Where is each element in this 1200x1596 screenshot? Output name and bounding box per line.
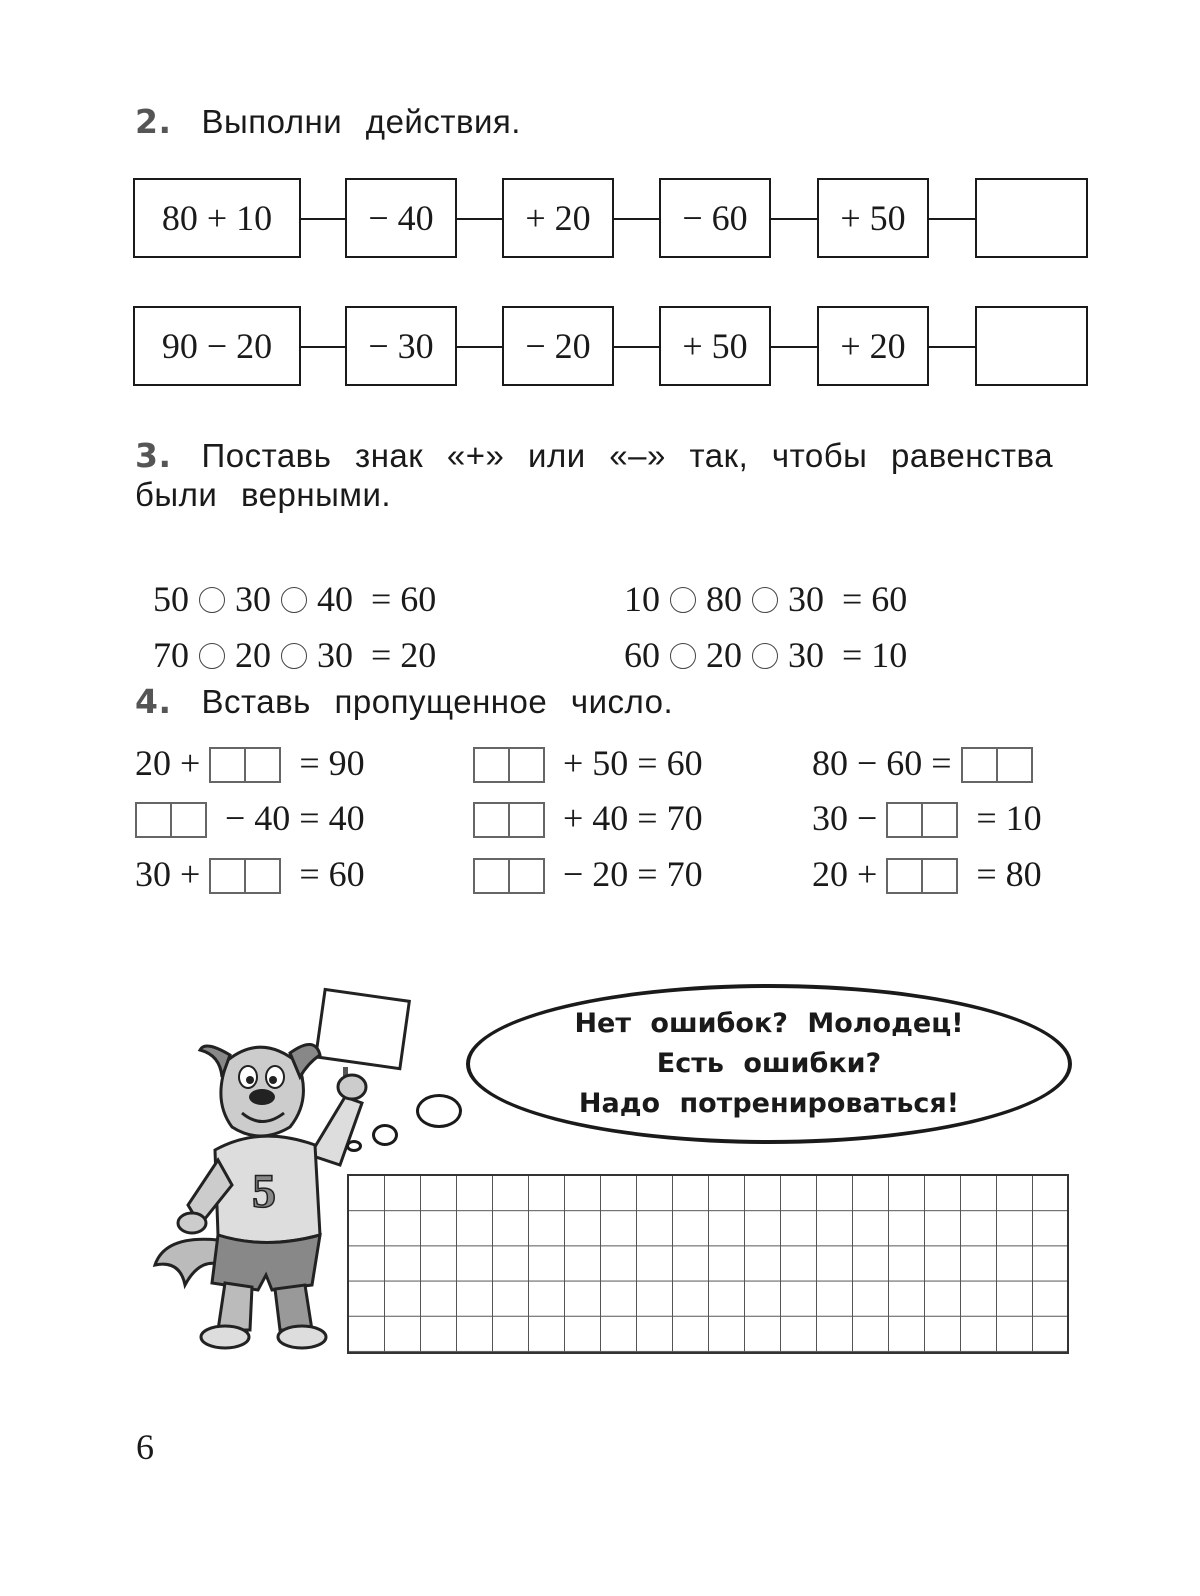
task-2-heading (135, 102, 521, 141)
chain-link (929, 218, 975, 220)
expr-part: = 60 (299, 854, 365, 894)
task-4-heading (135, 682, 673, 721)
sign-equation-3 (135, 592, 436, 676)
expr-part: 80 − 60 = (812, 743, 952, 783)
chain-link (457, 346, 502, 348)
chain-step-box: − 30 (345, 306, 457, 386)
sign-equation-4 (606, 592, 907, 676)
operand: 70 (153, 635, 189, 675)
expr-part: 30 + (135, 854, 201, 894)
chain-link (929, 346, 975, 348)
task-3-text-line1: Поставь знак «+» или «–» так, чтобы равенства (201, 437, 1054, 474)
task-3-number: 3. (135, 436, 172, 475)
task-4-text: Вставь пропущенное число. (201, 683, 674, 720)
sign-circle[interactable] (752, 643, 778, 669)
chain-link (301, 218, 345, 220)
result: = 10 (842, 635, 908, 675)
operand: 20 (235, 635, 271, 675)
chain-step-box: 80 + 10 (133, 178, 301, 258)
expr-part: 20 + (135, 743, 201, 783)
operand: 30 (788, 635, 824, 675)
result: = 60 (371, 579, 437, 619)
chain-link (771, 218, 817, 220)
task-2-number: 2. (135, 102, 172, 141)
chain-answer-box[interactable] (975, 178, 1088, 258)
chain-link (457, 218, 502, 220)
chain-step-box: + 20 (817, 306, 929, 386)
missing-number-equation (473, 853, 703, 895)
expr-part: = 80 (976, 854, 1042, 894)
answer-cells[interactable] (961, 747, 1033, 783)
answer-cells[interactable] (886, 858, 958, 894)
operand: 10 (624, 579, 660, 619)
operation-chain-1 (133, 178, 1088, 262)
missing-number-equation (812, 797, 1042, 839)
result: = 20 (371, 635, 437, 675)
answer-cells[interactable] (209, 747, 281, 783)
expr-part: − 40 = 40 (225, 798, 365, 838)
expr-part: 30 − (812, 798, 878, 838)
expr-part: = 90 (299, 743, 365, 783)
operand: 50 (153, 579, 189, 619)
expr-part: 20 + (812, 854, 878, 894)
operand: 40 (317, 579, 353, 619)
expr-part: = 10 (976, 798, 1042, 838)
missing-number-equation (135, 853, 365, 895)
task-4-number: 4. (135, 682, 172, 721)
chain-link (614, 218, 659, 220)
operand: 30 (235, 579, 271, 619)
missing-number-equation (135, 742, 365, 784)
bubble-line-3: Надо потренироваться! (578, 1088, 960, 1119)
chain-link (614, 346, 659, 348)
task-2-text: Выполни действия. (201, 103, 521, 140)
bubble-line-2: Есть ошибки? (656, 1048, 882, 1079)
svg-text:5: 5 (252, 1165, 276, 1218)
answer-cells[interactable] (473, 858, 545, 894)
operand: 60 (624, 635, 660, 675)
answer-cells[interactable] (886, 802, 958, 838)
result: = 60 (842, 579, 908, 619)
missing-number-equation (812, 853, 1042, 895)
task-3-heading (135, 436, 1053, 475)
chain-link (301, 346, 345, 348)
missing-number-equation (473, 742, 703, 784)
chain-step-box: 90 − 20 (133, 306, 301, 386)
answer-grid[interactable] (347, 1174, 1069, 1354)
expr-part: + 40 = 70 (563, 798, 703, 838)
sign-circle[interactable] (281, 643, 307, 669)
chain-step-box: + 50 (817, 178, 929, 258)
operation-chain-2 (133, 306, 1088, 390)
chain-answer-box[interactable] (975, 306, 1088, 386)
missing-number-equation (135, 797, 365, 839)
answer-cells[interactable] (135, 802, 207, 838)
chain-step-box: + 20 (502, 178, 614, 258)
answer-cells[interactable] (209, 858, 281, 894)
answer-cells[interactable] (473, 747, 545, 783)
chain-step-box: + 50 (659, 306, 771, 386)
bubble-line-1: Нет ошибок? Молодец! (574, 1008, 964, 1039)
chain-step-box: − 60 (659, 178, 771, 258)
answer-cells[interactable] (473, 802, 545, 838)
page-number: 6 (136, 1427, 154, 1467)
missing-number-equation (473, 797, 703, 839)
missing-number-equation (812, 742, 1033, 784)
chain-step-box: − 20 (502, 306, 614, 386)
task-3-text-line2: были верными. (135, 476, 392, 513)
expr-part: + 50 = 60 (563, 743, 703, 783)
sign-circle[interactable] (670, 643, 696, 669)
thought-dot (346, 1140, 362, 1152)
task-3-heading-line2 (135, 476, 391, 514)
thought-dot (372, 1124, 398, 1146)
operand: 30 (788, 579, 824, 619)
expr-part: − 20 = 70 (563, 854, 703, 894)
operand: 20 (706, 635, 742, 675)
sign-circle[interactable] (199, 643, 225, 669)
chain-link (771, 346, 817, 348)
chain-step-box: − 40 (345, 178, 457, 258)
operand: 80 (706, 579, 742, 619)
thought-bubble (466, 984, 1072, 1144)
thought-dot (416, 1094, 462, 1128)
operand: 30 (317, 635, 353, 675)
